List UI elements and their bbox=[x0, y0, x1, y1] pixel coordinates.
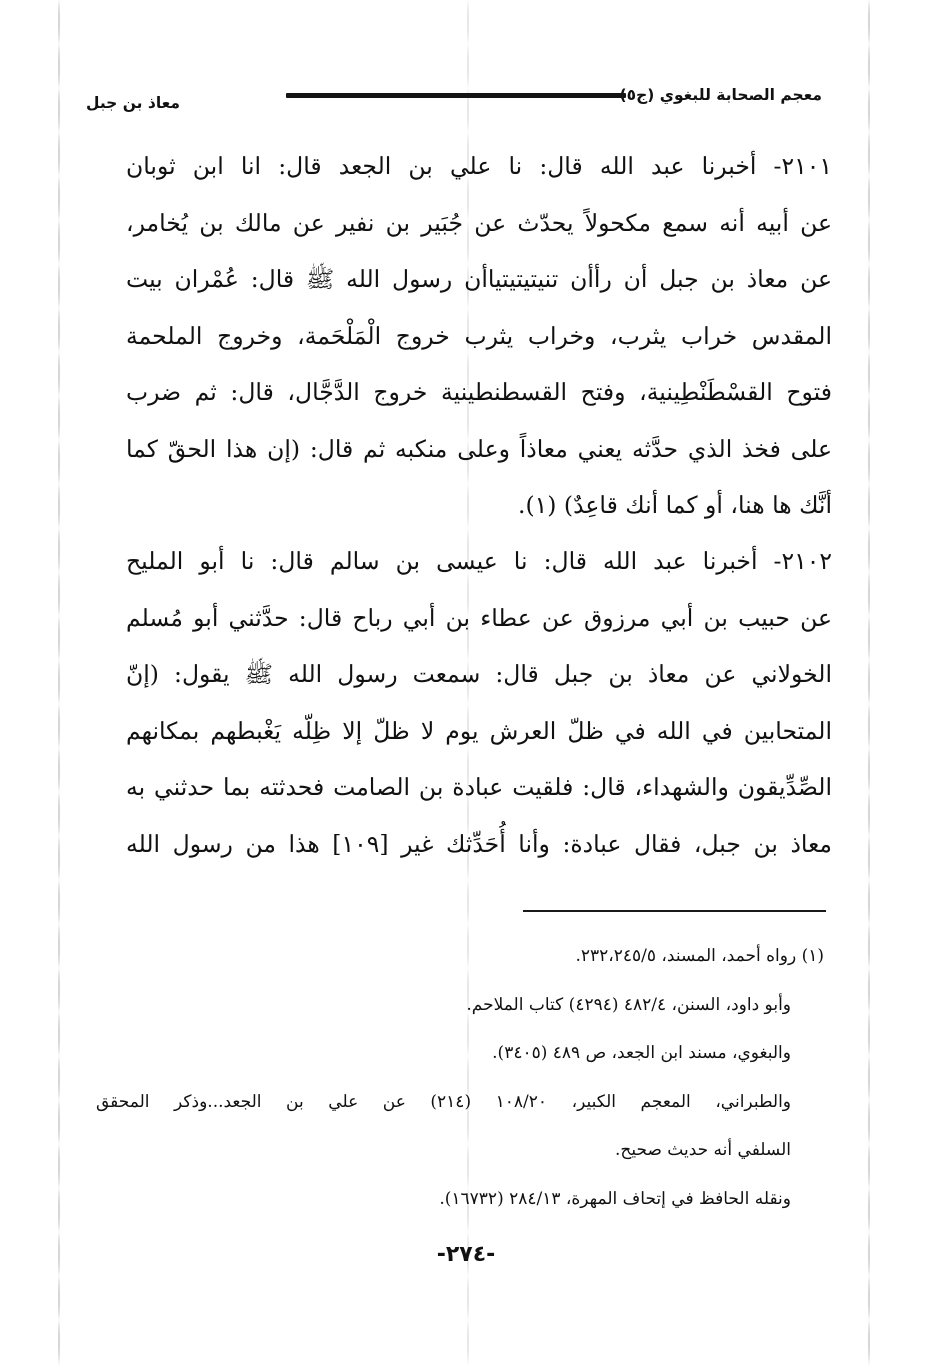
text-line: الصِّدِّيقون والشهداء، قال: فلقيت عبادة بن الصامت فحدثته بما حدثني به bbox=[126, 773, 832, 801]
book-title: معجم الصحابة للبغوي (ج٥ bbox=[626, 86, 822, 104]
text-line: المتحابين في الله في ظلّ العرش يوم لا ظلّ إلا ظِلّه يَغْبطهم بمكانهم bbox=[126, 716, 832, 745]
footnotes bbox=[96, 932, 824, 1223]
footnote-line: والبغوي، مسند ابن الجعد، ص ٤٨٩ (٣٤٠٥). bbox=[492, 1043, 791, 1063]
text-line: ٢١٠٢- أخبرنا عبد الله قال: نا عيسى بن سالم قال: نا أبو المليح bbox=[126, 547, 832, 575]
text-line: عن حبيب بن أبي مرزوق عن عطاء بن أبي رباح قال: حدَّثني أبو مُسلم bbox=[126, 603, 832, 632]
text-line: أنَّك ها هنا، أو كما أنك قاعِدٌ) (١). bbox=[518, 491, 832, 519]
text-line: الخولاني عن معاذ بن جبل قال: سمعت رسول الله ﷺ يقول: (إنّ bbox=[126, 660, 832, 688]
scan-margin-dots bbox=[58, 0, 60, 1365]
header-rule bbox=[286, 93, 626, 98]
text-line: فتوح القسْطَنْطِينية، وفتح القسطنطينية خروج الدَّجَّال، قال: ثم ضرب bbox=[126, 378, 832, 406]
text-line: عن معاذ بن جبل أن رأأن تنيتيتيتياأن رسول الله ﷺ قال: عُمْران بيت bbox=[126, 265, 832, 293]
chapter-title: معاذ بن جبل bbox=[86, 94, 181, 112]
hadith-2102 bbox=[126, 533, 832, 872]
footnote-line: ونقله الحافظ في إتحاف المهرة، ٢٨٤/١٣ (١٦٧٣٢). bbox=[439, 1188, 791, 1209]
text-line: على فخذ الذي حدَّثه يعني معاذاً وعلى منكبه ثم قال: (إن هذا الحقّ كما bbox=[126, 434, 832, 463]
text-line: معاذ بن جبل، فقال عبادة: وأنا أُحَدِّثك غير [١٠٩] هذا من رسول الله bbox=[126, 829, 832, 858]
footnote-line: وأبو داود، السنن، ٤٨٢/٤ (٤٢٩٤) كتاب الملاحم. bbox=[466, 994, 791, 1015]
text-line: المقدس خراب يثرب، وخراب يثرب خروج الْمَلْحَمة، وخروج الملحمة bbox=[126, 321, 832, 350]
text-line: عن أبيه أنه سمع مكحولاً يحدّث عن جُبَير بن نفير عن مالك بن يُخامر، bbox=[126, 208, 832, 237]
page-header bbox=[86, 86, 822, 126]
scan-margin-dots bbox=[868, 0, 870, 1365]
hadith-2101 bbox=[126, 138, 832, 534]
text-line: ٢١٠١- أخبرنا عبد الله قال: نا علي بن الجعد قال: انا ابن ثوبان bbox=[126, 152, 832, 180]
page-number: -٢٧٤- bbox=[436, 1242, 496, 1267]
footnote-line: والطبراني، المعجم الكبير، ١٠٨/٢٠ (٢١٤) عن علي بن الجعد...وذكر المحقق bbox=[96, 1091, 792, 1112]
footnote-line: السلفي أنه حديث صحيح. bbox=[614, 1140, 791, 1160]
footnote-separator bbox=[523, 910, 826, 912]
footnote-line: (١) رواه أحمد، المسند، ٢٣٢،٢٤٥/٥. bbox=[575, 946, 824, 966]
